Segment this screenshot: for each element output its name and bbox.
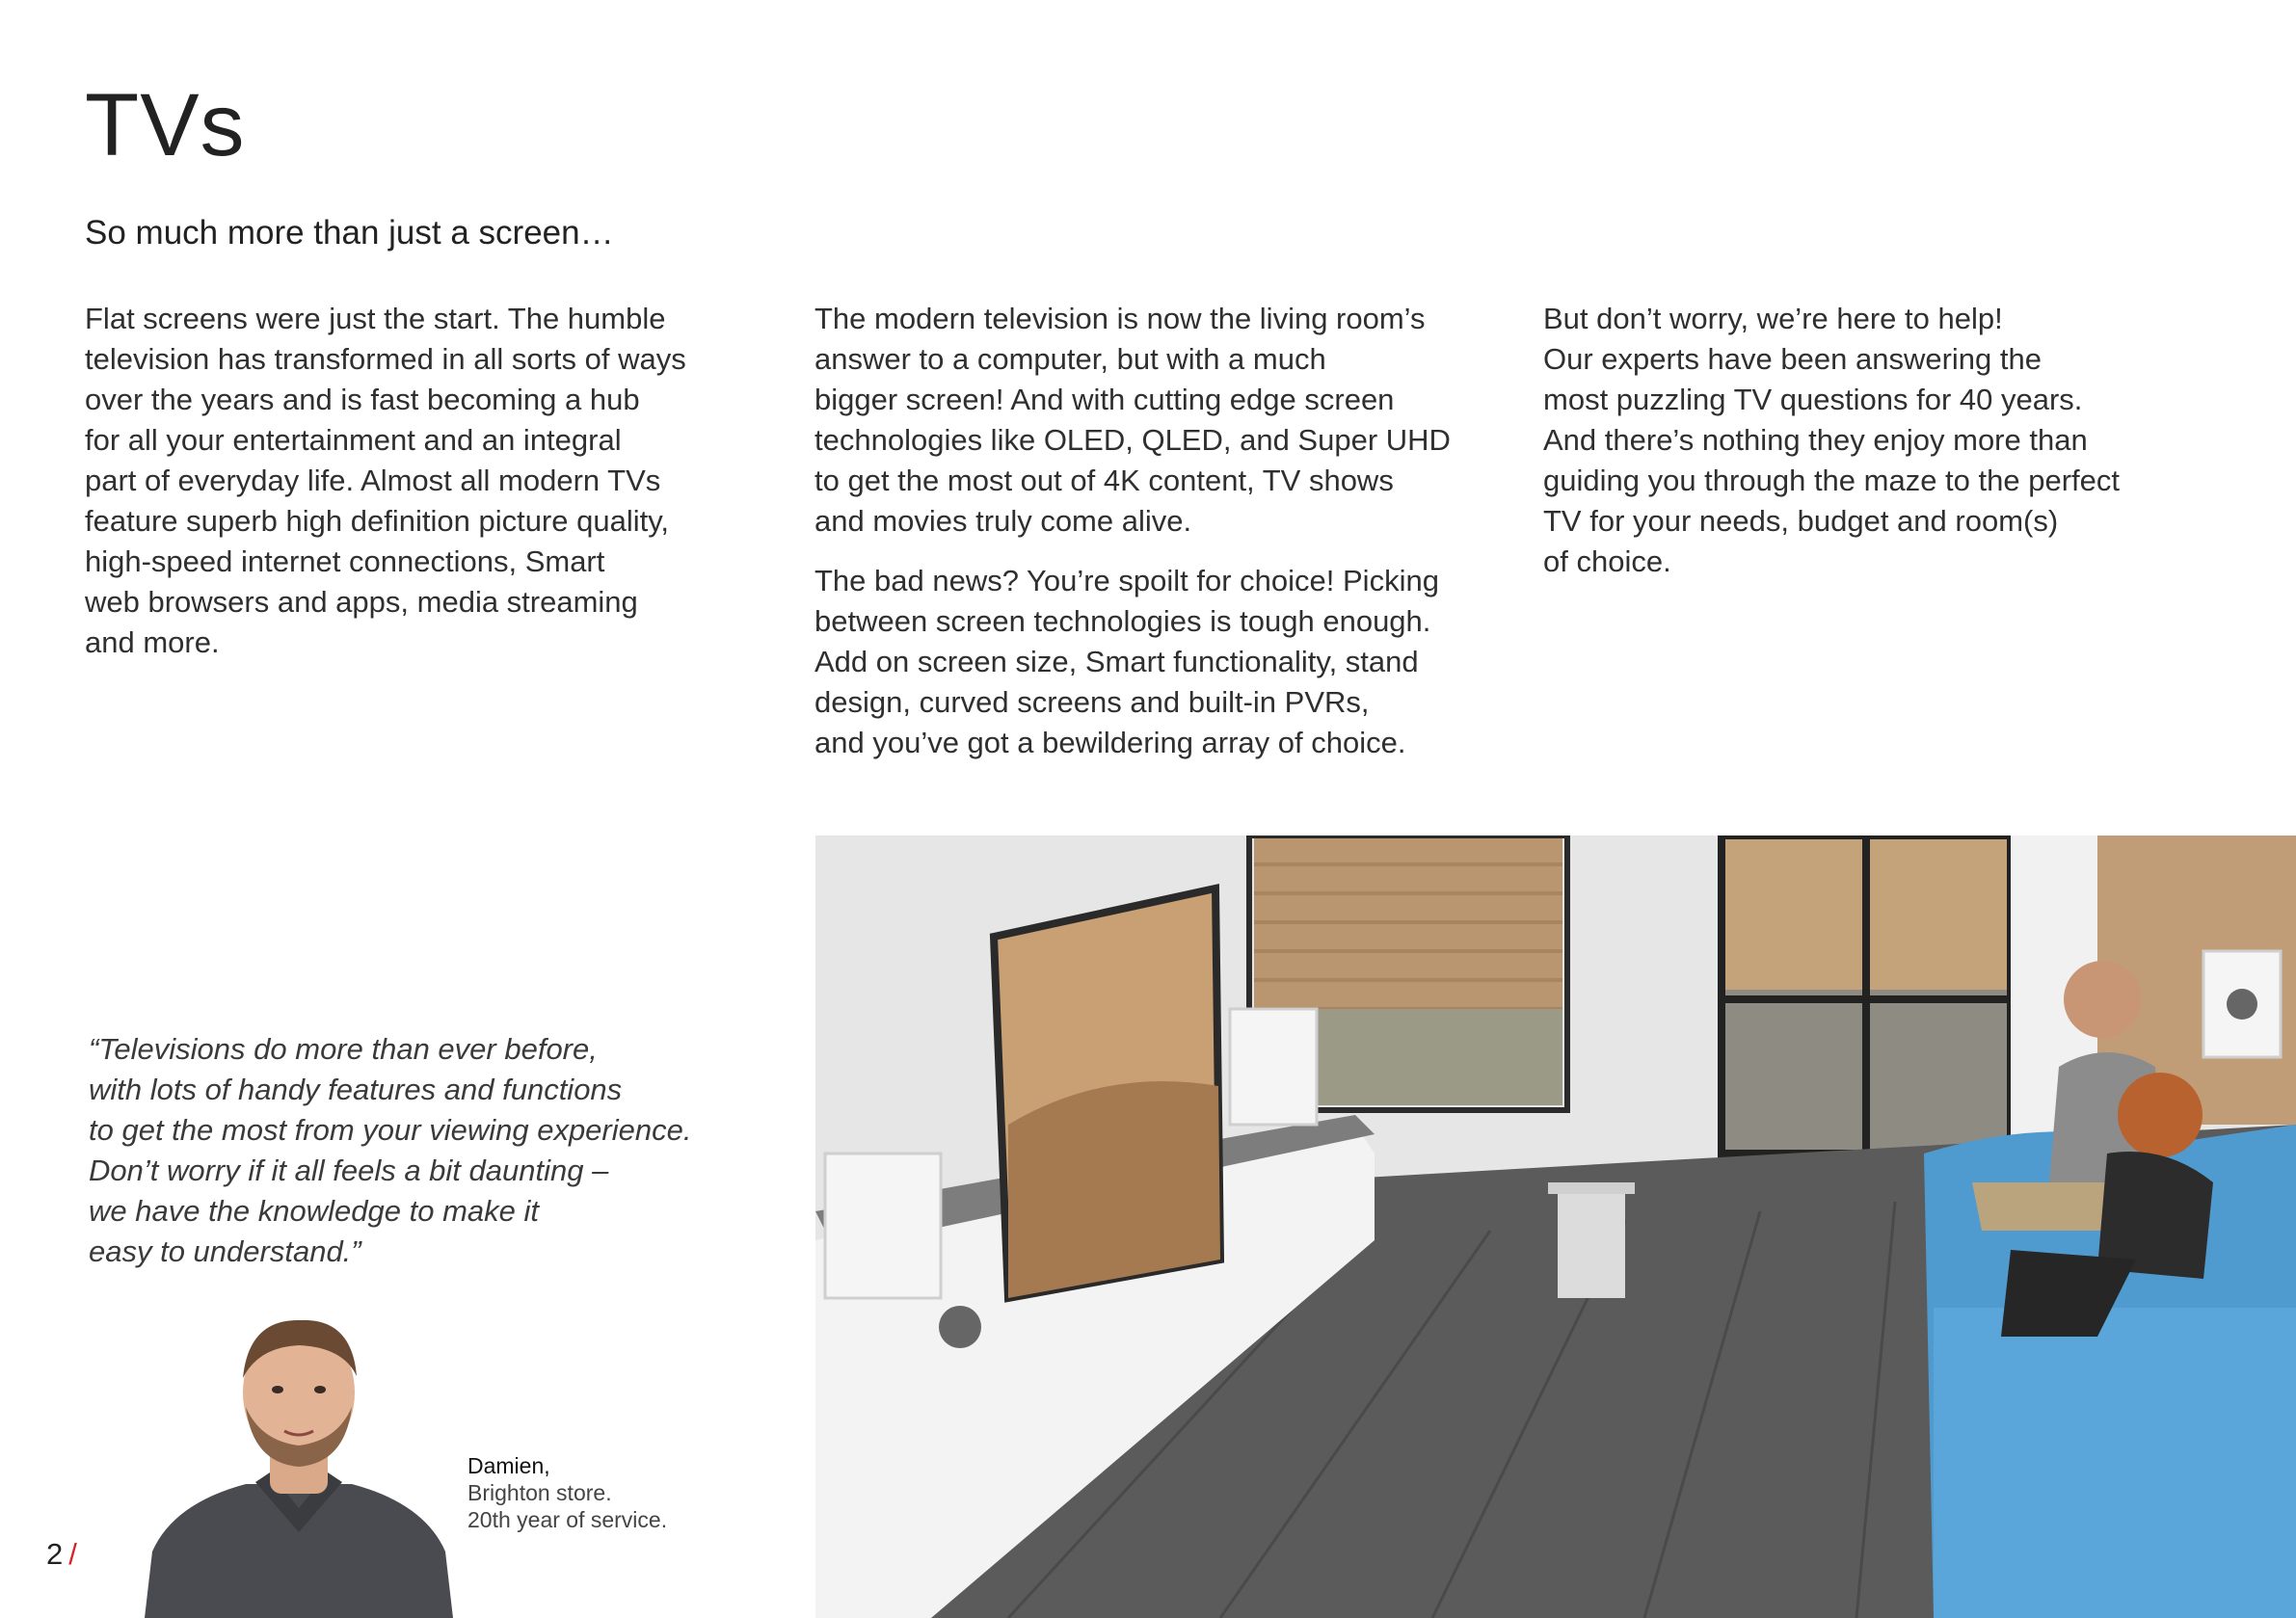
- expert-name: Damien,: [467, 1453, 550, 1478]
- page-title: TVs: [85, 76, 246, 174]
- expert-quote: “Televisions do more than ever before, with lots of handy features and functions to get the most from your viewing experience. Don’t worry if it all feels a bit daunting – we have the knowledge to make it easy to understand.”: [89, 1032, 692, 1268]
- expert-service: 20th year of service.: [467, 1507, 668, 1532]
- page-number-separator: /: [68, 1537, 77, 1571]
- page-number-value: 2: [46, 1537, 64, 1571]
- expert-store: Brighton store.: [467, 1480, 612, 1505]
- page-number: [46, 1537, 77, 1572]
- living-room-photo: [815, 836, 2296, 1618]
- paragraph: Flat screens were just the start. The humble television has transformed in all sorts of ways over the years and is fast becoming a hub for all your entertainment and an integral part of everyday life. Almost all modern TVs feature superb high definition picture quality, high-speed internet connections, Smart web browsers and apps, media streaming and more.: [85, 302, 686, 659]
- paragraph: The bad news? You’re spoilt for choice! Picking between screen technologies is tough enough. Add on screen size, Smart functionality, stand design, curved screens and built-in PVRs, and you’ve got a bewildering array of choice.: [814, 564, 1439, 759]
- expert-portrait: [145, 1311, 453, 1618]
- page-subtitle: So much more than just a screen…: [85, 214, 614, 252]
- intro-column-3: [1543, 299, 2218, 601]
- paragraph: The modern television is now the living room’s answer to a computer, but with a much bigger screen! And with cutting edge screen technologies like OLED, QLED, and Super UHD to get the most out of 4K content, TV shows and movies truly come alive.: [814, 302, 1451, 538]
- intro-column-1: [85, 299, 760, 682]
- expert-attribution: [467, 1452, 667, 1533]
- paragraph: But don’t worry, we’re here to help! Our experts have been answering the most puzzling TV questions for 40 years. And there’s nothing they enjoy more than guiding you through the maze to the perfect TV for your needs, budget and room(s) of choice.: [1543, 302, 2121, 578]
- intro-column-2: [814, 299, 1489, 782]
